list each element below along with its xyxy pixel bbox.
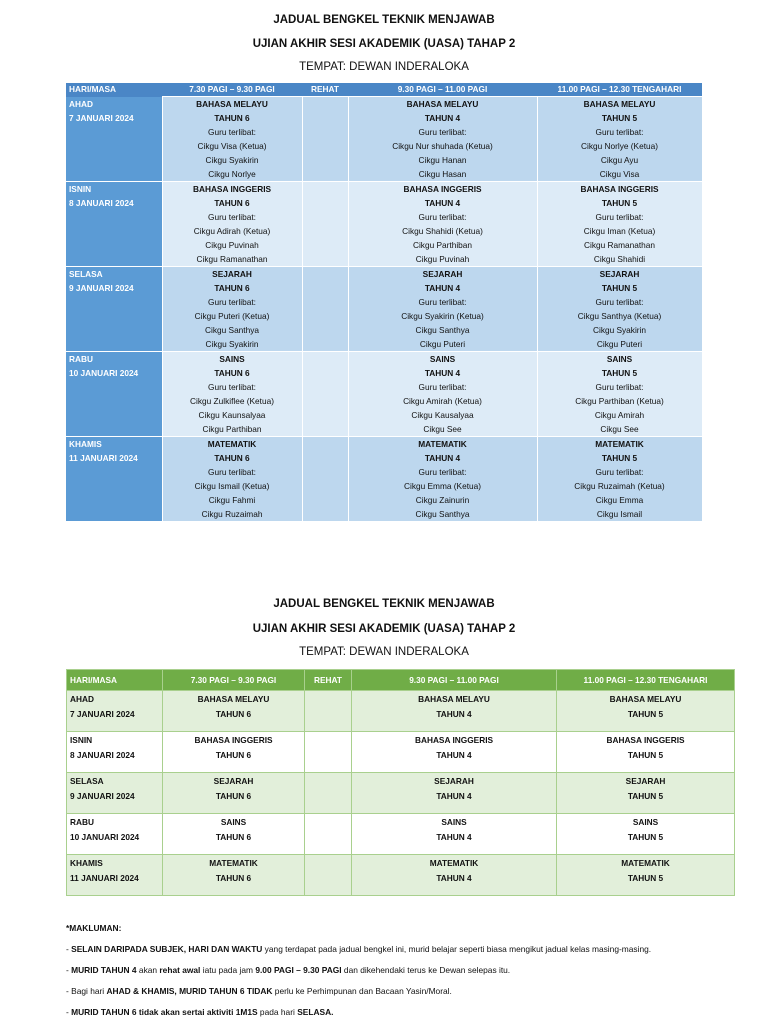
teachers-label: Guru terlibat: (418, 127, 467, 137)
day-name: AHAD (70, 694, 94, 704)
session-cell (557, 732, 735, 773)
teacher-name: Cikgu Santhya (415, 325, 470, 335)
teacher-name: Cikgu Syakirin (205, 339, 259, 349)
subject-label: SEJARAH (422, 269, 463, 279)
year-label: TAHUN 6 (215, 709, 252, 719)
break-cell (305, 814, 352, 855)
day-cell (67, 732, 163, 773)
teacher-name: Cikgu Nur shuhada (Ketua) (392, 141, 493, 151)
session-cell (348, 182, 537, 267)
day-name: RABU (70, 817, 94, 827)
col-header-slot1: 7.30 PAGI – 9.30 PAGI (163, 670, 305, 691)
teacher-name: Cikgu See (423, 424, 462, 434)
year-label: TAHUN 5 (627, 791, 664, 801)
year-label: TAHUN 6 (215, 873, 252, 883)
teachers-label: Guru terlibat: (418, 212, 467, 222)
teacher-name: Cikgu Adirah (Ketua) (193, 226, 271, 236)
schedule-subtitle-2: UJIAN AKHIR SESI AKADEMIK (UASA) TAHAP 2 (252, 623, 516, 635)
teacher-name: Cikgu Parthiban (Ketua) (575, 396, 664, 406)
year-label: TAHUN 4 (436, 873, 472, 883)
teachers-label: Guru terlibat: (595, 382, 644, 392)
session-cell (352, 691, 557, 732)
break-cell (302, 352, 348, 437)
session-cell (162, 97, 302, 182)
teacher-name: Cikgu Puvinah (205, 240, 259, 250)
day-cell (67, 855, 163, 896)
subject-label: SAINS (429, 354, 456, 364)
teachers-label: Guru terlibat: (595, 297, 644, 307)
note-line (66, 960, 756, 981)
day-date: 10 JANUARI 2024 (69, 368, 139, 378)
subject-label: MATEMATIK (418, 439, 467, 449)
year-label: TAHUN 6 (215, 750, 252, 760)
note-text: akan (136, 965, 160, 975)
day-name: KHAMIS (70, 858, 103, 868)
teacher-name: Cikgu Ismail (596, 509, 643, 519)
note-line (66, 939, 756, 960)
subject-label: BAHASA INGGERIS (580, 184, 659, 194)
teachers-label: Guru terlibat: (595, 127, 644, 137)
teacher-name: Cikgu Zainurin (415, 495, 470, 505)
year-label: TAHUN 6 (215, 791, 252, 801)
session-cell (162, 437, 302, 522)
subject-label: BAHASA INGGERIS (194, 735, 273, 745)
day-date: 7 JANUARI 2024 (70, 709, 135, 719)
year-label: TAHUN 4 (436, 750, 472, 760)
subject-label: SEJARAH (625, 776, 666, 786)
schedule-title: JADUAL BENGKEL TEKNIK MENJAWAB (273, 14, 495, 26)
subject-label: BAHASA INGGERIS (403, 184, 482, 194)
subject-label: SEJARAH (213, 776, 254, 786)
teacher-name: Cikgu Amirah (594, 410, 645, 420)
day-cell (66, 182, 162, 267)
table-row (66, 97, 702, 182)
day-date: 9 JANUARI 2024 (70, 791, 135, 801)
year-label: TAHUN 5 (601, 198, 638, 208)
teachers-label: Guru terlibat: (418, 297, 467, 307)
subject-label: SEJARAH (212, 269, 252, 279)
break-cell (302, 182, 348, 267)
table-row (67, 855, 735, 896)
note-text: - (66, 944, 72, 954)
day-date: 7 JANUARI 2024 (69, 112, 134, 123)
day-cell (67, 814, 163, 855)
teacher-name: Cikgu Puteri (419, 339, 466, 349)
year-label: TAHUN 5 (627, 709, 664, 719)
subject-label: SAINS (632, 817, 659, 827)
year-label: TAHUN 6 (214, 283, 250, 293)
table-row (67, 773, 735, 814)
year-label: TAHUN 6 (214, 198, 250, 208)
teacher-name: Cikgu Shahidi (Ketua) (402, 226, 483, 236)
teacher-name: Cikgu Visa (599, 169, 640, 179)
subject-label: BAHASA INGGERIS (192, 184, 272, 194)
year-label: TAHUN 5 (627, 832, 664, 842)
session-cell (352, 732, 557, 773)
teachers-label: Guru terlibat: (208, 467, 256, 477)
teacher-name: Cikgu Ramanathan (196, 254, 268, 264)
session-cell (163, 814, 305, 855)
col-header-day: HARI/MASA (66, 83, 162, 97)
teacher-name: Cikgu Kausalyaa (411, 410, 474, 420)
teacher-name: Cikgu Santhya (415, 509, 470, 519)
col-header-slot2: 9.30 PAGI – 11.00 PAGI (352, 670, 557, 691)
table-row (67, 732, 735, 773)
col-header-slot3: 11.00 PAGI – 12.30 TENGAHARI (537, 83, 702, 97)
table-header-row (67, 670, 735, 691)
teacher-name: Cikgu Hasan (418, 169, 467, 179)
table-row (67, 691, 735, 732)
teacher-name: Cikgu Norlye (208, 169, 256, 179)
day-date: 11 JANUARI 2024 (70, 873, 139, 883)
teacher-name: Cikgu Ayu (600, 155, 639, 165)
teachers-label: Guru terlibat: (418, 467, 467, 477)
session-cell (348, 97, 537, 182)
year-label: TAHUN 6 (214, 113, 250, 123)
day-date: 9 JANUARI 2024 (69, 283, 134, 293)
year-label: TAHUN 4 (424, 113, 461, 123)
session-cell (557, 691, 735, 732)
session-cell (352, 773, 557, 814)
venue-label-2: TEMPAT: DEWAN INDERALOKA (299, 646, 469, 658)
year-label: TAHUN 5 (601, 283, 638, 293)
teacher-name: Cikgu Parthiban (412, 240, 473, 250)
year-label: TAHUN 6 (215, 832, 252, 842)
teachers-label: Guru terlibat: (208, 127, 256, 137)
subject-label: BAHASA MELAYU (197, 694, 270, 704)
year-label: TAHUN 5 (627, 750, 664, 760)
subject-label: MATEMATIK (595, 439, 644, 449)
table-row (66, 182, 702, 267)
teachers-label: Guru terlibat: (595, 467, 644, 477)
note-emphasis: MURID TAHUN 6 tidak akan sertai aktiviti 1M1S (71, 1007, 258, 1017)
session-cell (162, 267, 302, 352)
col-header-slot2: 9.30 PAGI – 11.00 PAGI (348, 83, 537, 97)
teachers-label: Guru terlibat: (208, 382, 256, 392)
teacher-name: Cikgu Hanan (418, 155, 467, 165)
teacher-name: Cikgu Puteri (Ketua) (194, 311, 270, 321)
session-cell (537, 352, 702, 437)
teacher-name: Cikgu Zulkiflee (Ketua) (190, 396, 274, 406)
year-label: TAHUN 4 (424, 453, 461, 463)
table-header-row (66, 83, 702, 97)
session-cell (537, 182, 702, 267)
teacher-name: Cikgu Ruzaimah (201, 509, 263, 519)
col-header-slot1: 7.30 PAGI – 9.30 PAGI (162, 83, 302, 97)
year-label: TAHUN 5 (601, 113, 638, 123)
day-date: 8 JANUARI 2024 (69, 198, 134, 208)
break-cell (302, 97, 348, 182)
day-date: 11 JANUARI 2024 (69, 453, 138, 463)
day-name: KHAMIS (69, 439, 102, 449)
note-text: iatu pada jam (200, 965, 256, 975)
session-cell (163, 732, 305, 773)
teachers-label: Guru terlibat: (208, 297, 256, 307)
teachers-label: Guru terlibat: (418, 382, 467, 392)
year-label: TAHUN 4 (424, 283, 461, 293)
session-cell (163, 773, 305, 814)
note-text: dan dikehendaki terus ke Dewan selepas itu. (341, 965, 511, 975)
year-label: TAHUN 4 (424, 198, 461, 208)
day-cell (66, 352, 162, 437)
day-cell (66, 437, 162, 522)
teacher-name: Cikgu Ramanathan (583, 240, 656, 250)
year-label: TAHUN 6 (214, 453, 250, 463)
day-cell (67, 773, 163, 814)
subject-label: BAHASA MELAYU (196, 99, 268, 109)
year-label: TAHUN 4 (436, 709, 472, 719)
day-cell (66, 97, 162, 182)
subject-label: BAHASA MELAYU (583, 99, 656, 109)
col-header-break: REHAT (302, 83, 348, 97)
table-row (67, 814, 735, 855)
teacher-name: Cikgu Ruzaimah (Ketua) (574, 481, 665, 491)
subject-label: MATEMATIK (621, 858, 670, 868)
table-row (66, 352, 702, 437)
note-line (66, 1002, 756, 1023)
teacher-name: Cikgu Emma (595, 495, 644, 505)
day-name: SELASA (70, 776, 104, 786)
session-cell (537, 97, 702, 182)
subject-label: SAINS (606, 354, 633, 364)
teacher-name: Cikgu Parthiban (202, 424, 262, 434)
teacher-name: Cikgu Kaunsalyaa (198, 410, 266, 420)
year-label: TAHUN 4 (436, 791, 472, 801)
subject-label: BAHASA MELAYU (406, 99, 479, 109)
break-cell (305, 773, 352, 814)
subject-label: BAHASA MELAYU (418, 694, 490, 704)
teacher-name: Cikgu Iman (Ketua) (583, 226, 656, 236)
session-cell (348, 352, 537, 437)
break-cell (305, 855, 352, 896)
break-cell (302, 267, 348, 352)
teacher-name: Cikgu Syakirin (205, 155, 259, 165)
session-cell (163, 691, 305, 732)
summary-schedule-table (66, 669, 735, 896)
year-label: TAHUN 4 (436, 832, 472, 842)
day-name: SELASA (69, 269, 103, 279)
note-text: pada hari (257, 1007, 298, 1017)
year-label: TAHUN 4 (424, 368, 461, 378)
col-header-day: HARI/MASA (67, 670, 163, 691)
teacher-name: Cikgu Emma (Ketua) (403, 481, 481, 491)
day-cell (67, 691, 163, 732)
teachers-label: Guru terlibat: (208, 212, 256, 222)
day-name: AHAD (69, 98, 93, 109)
notes-title: *MAKLUMAN: (66, 923, 122, 933)
subject-label: BAHASA INGGERIS (606, 735, 685, 745)
subject-label: SAINS (441, 817, 467, 827)
day-name: ISNIN (70, 735, 93, 745)
day-name: RABU (69, 354, 93, 364)
day-name: ISNIN (69, 184, 92, 194)
day-cell (66, 267, 162, 352)
year-label: TAHUN 6 (214, 368, 250, 378)
teacher-name: Cikgu Santhya (Ketua) (577, 311, 662, 321)
break-cell (302, 437, 348, 522)
teacher-name: Cikgu Amirah (Ketua) (403, 396, 482, 406)
notes-section (66, 918, 756, 1023)
year-label: TAHUN 5 (627, 873, 664, 883)
day-date: 8 JANUARI 2024 (70, 750, 135, 760)
teacher-name: Cikgu Puvinah (415, 254, 470, 264)
session-cell (163, 855, 305, 896)
subject-label: SEJARAH (599, 269, 640, 279)
subject-label: MATEMATIK (429, 858, 479, 868)
year-label: TAHUN 5 (601, 453, 638, 463)
col-header-slot3: 11.00 PAGI – 12.30 TENGAHARI (557, 670, 735, 691)
subject-label: BAHASA MELAYU (609, 694, 682, 704)
teacher-name: Cikgu Fahmi (208, 495, 256, 505)
session-cell (557, 855, 735, 896)
session-cell (352, 855, 557, 896)
session-cell (352, 814, 557, 855)
note-emphasis: 9.00 PAGI – 9.30 PAGI (255, 965, 342, 975)
note-emphasis: AHAD & KHAMIS, MURID TAHUN 6 TIDAK (106, 986, 273, 996)
venue-label: TEMPAT: DEWAN INDERALOKA (299, 61, 469, 73)
teacher-name: Cikgu Syakirin (Ketua) (401, 311, 484, 321)
col-header-break: REHAT (305, 670, 352, 691)
subject-label: SAINS (220, 817, 247, 827)
note-emphasis: SELASA. (297, 1007, 334, 1017)
note-text: - (66, 965, 72, 975)
break-cell (305, 732, 352, 773)
note-emphasis: SELAIN DARIPADA SUBJEK, HARI DAN WAKTU (71, 944, 263, 954)
subject-label: MATEMATIK (209, 858, 258, 868)
teachers-label: Guru terlibat: (595, 212, 644, 222)
subject-label: SEJARAH (434, 776, 474, 786)
break-cell (305, 691, 352, 732)
note-text: perlu ke Perhimpunan dan Bacaan Yasin/Moral. (272, 986, 452, 996)
note-text: yang terdapat pada jadual bengkel ini, murid belajar seperti biasa mengikut jadual kelas masing-masing. (262, 944, 652, 954)
subject-label: SAINS (219, 354, 245, 364)
note-text: - Bagi hari (66, 986, 107, 996)
table-row (66, 437, 702, 522)
session-cell (162, 352, 302, 437)
session-cell (537, 437, 702, 522)
note-line (66, 981, 756, 1002)
day-date: 10 JANUARI 2024 (70, 832, 140, 842)
session-cell (348, 267, 537, 352)
note-text: - (66, 1007, 72, 1017)
schedule-title-2: JADUAL BENGKEL TEKNIK MENJAWAB (273, 598, 495, 610)
session-cell (348, 437, 537, 522)
teacher-name: Cikgu Puteri (596, 339, 643, 349)
teacher-name: Cikgu Syakirin (592, 325, 647, 335)
note-emphasis: MURID TAHUN 4 (71, 965, 137, 975)
session-cell (557, 773, 735, 814)
teacher-name: Cikgu Santhya (205, 325, 259, 335)
detailed-schedule-table (66, 83, 703, 522)
teacher-name: Cikgu Ismail (Ketua) (194, 481, 270, 491)
teacher-name: Cikgu Shahidi (593, 254, 646, 264)
year-label: TAHUN 5 (601, 368, 638, 378)
note-emphasis: rehat awal (159, 965, 201, 975)
teacher-name: Cikgu Norlye (Ketua) (580, 141, 658, 151)
table-row (66, 267, 702, 352)
teacher-name: Cikgu See (600, 424, 639, 434)
session-cell (162, 182, 302, 267)
teacher-name: Cikgu Visa (Ketua) (197, 141, 267, 151)
subject-label: MATEMATIK (207, 439, 257, 449)
session-cell (537, 267, 702, 352)
subject-label: BAHASA INGGERIS (414, 735, 494, 745)
schedule-subtitle: UJIAN AKHIR SESI AKADEMIK (UASA) TAHAP 2 (252, 38, 516, 50)
session-cell (557, 814, 735, 855)
